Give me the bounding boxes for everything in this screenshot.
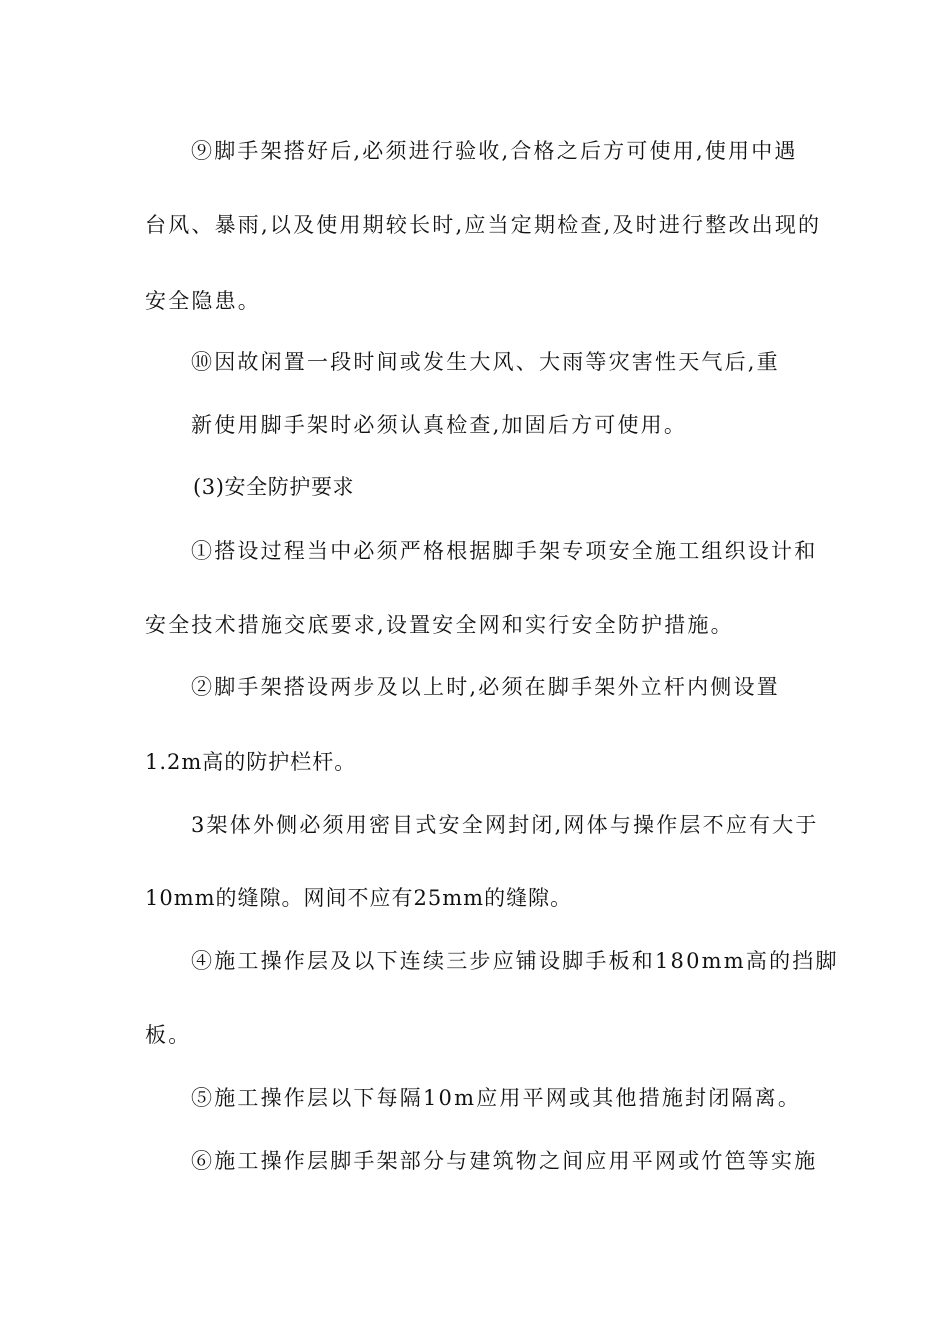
paragraph-line: ⑩因故闲置一段时间或发生大风、大雨等灾害性天气后,重 [191, 350, 780, 374]
section-heading: (3)安全防护要求 [193, 475, 355, 499]
paragraph-line: 1.2m高的防护栏杆。 [145, 750, 357, 774]
paragraph-line: ①搭设过程当中必须严格根据脚手架专项安全施工组织设计和 [191, 539, 818, 563]
paragraph-line: 10mm的缝隙。网间不应有25mm的缝隙。 [145, 886, 573, 910]
paragraph-line: 台风、暴雨,以及使用期较长时,应当定期检查,及时进行整改出现的 [145, 213, 822, 237]
paragraph-line: 安全隐患。 [145, 289, 261, 313]
paragraph-line: ⑥施工操作层脚手架部分与建筑物之间应用平网或竹笆等实施 [191, 1149, 818, 1173]
paragraph-line: 3架体外侧必须用密目式安全网封闭,网体与操作层不应有大于 [191, 813, 819, 837]
paragraph-line: ②脚手架搭设两步及以上时,必须在脚手架外立杆内侧设置 [191, 675, 780, 699]
paragraph-line: 安全技术措施交底要求,设置安全网和实行安全防护措施。 [145, 613, 734, 637]
paragraph-line: ⑤施工操作层以下每隔10m应用平网或其他措施封闭隔离。 [191, 1086, 802, 1110]
paragraph-line: ⑨脚手架搭好后,必须进行验收,合格之后方可使用,使用中遇 [191, 139, 798, 163]
paragraph-line: 板。 [145, 1023, 192, 1047]
paragraph-line: 新使用脚手架时必须认真检查,加固后方可使用。 [191, 413, 688, 437]
paragraph-line: ④施工操作层及以下连续三步应铺设脚手板和180mm高的挡脚 [191, 949, 839, 973]
